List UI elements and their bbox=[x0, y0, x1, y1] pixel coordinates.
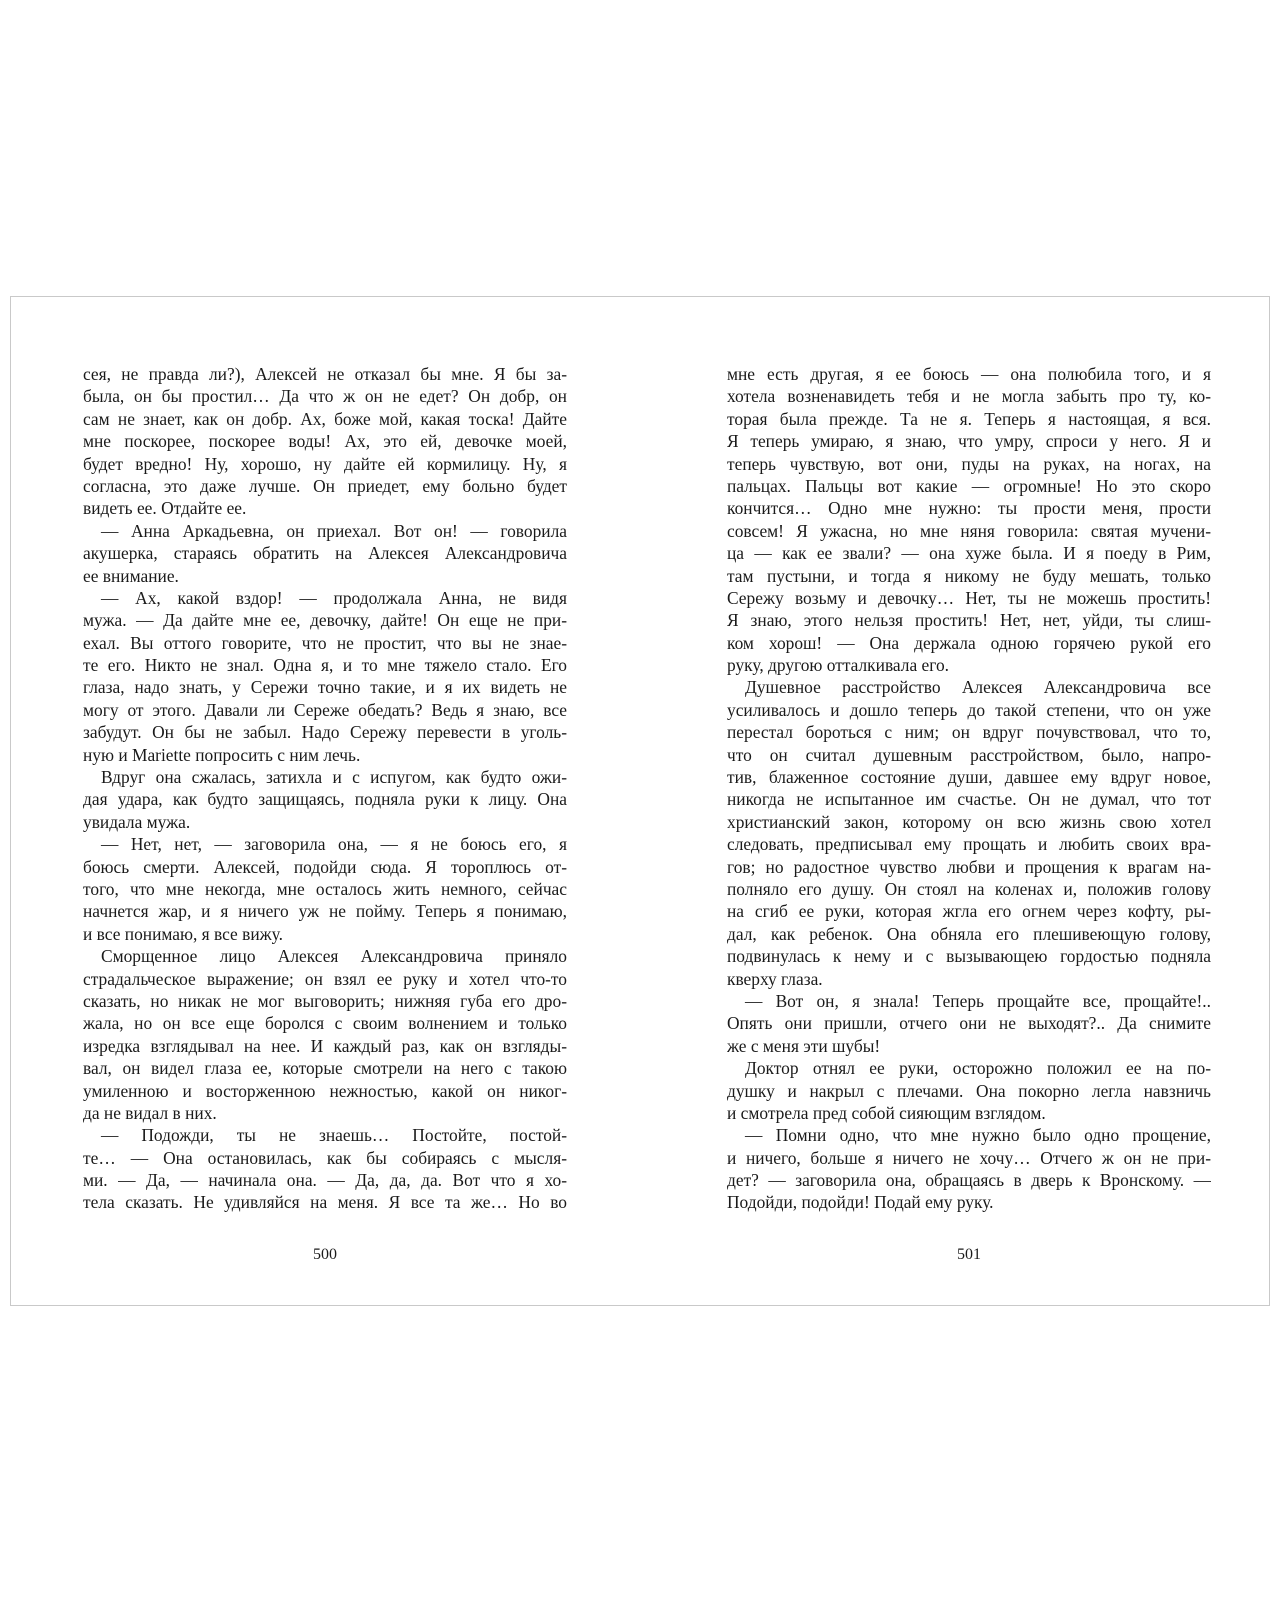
text-line: будет вредно! Ну, хорошо, ну дайте ей кормилицу. Ну, я bbox=[83, 453, 567, 474]
text-line: кверху глаза. bbox=[727, 968, 823, 989]
text-line: да не видал в них. bbox=[83, 1102, 217, 1123]
text-line: видеть ее. Отдайте ее. bbox=[83, 498, 247, 519]
text-line: что он считал душевным расстройством, было, напро- bbox=[727, 744, 1211, 765]
text-line: сея, не правда ли?), Алексей не отказал бы мне. Я бы за- bbox=[83, 364, 567, 384]
text-line: Я знаю, этого нельзя простить! Нет, нет, уйди, ты слиш- bbox=[727, 610, 1211, 631]
text-line: жала, но он все еще боролся с своим волнением и только bbox=[83, 1013, 567, 1034]
text-line: ком хорош! — Она держала одною горячею рукой его bbox=[727, 632, 1211, 653]
text-line: вал, он видел глаза ее, которые смотрели на него с такою bbox=[83, 1058, 567, 1079]
text-line: никогда не испытанное им счастье. Он не думал, что тот bbox=[727, 789, 1211, 810]
text-line: Я теперь умираю, я знаю, что умру, спроси у него. Я и bbox=[727, 431, 1211, 452]
text-line: подвинулась к нему и с вызывающею гордостью подняла bbox=[727, 946, 1211, 967]
text-line: христианский закон, которому он всю жизнь свою хотел bbox=[727, 811, 1211, 832]
text-line: ее внимание. bbox=[83, 565, 179, 586]
text-line: там пустыни, и тогда я никому не буду мешать, только bbox=[727, 565, 1211, 586]
text-line: усиливалось и дошло теперь до такой степени, что он уже bbox=[727, 699, 1211, 720]
text-line: Подойди, подойди! Подай ему руку. bbox=[727, 1192, 994, 1213]
text-line: пальцах. Пальцы вот какие — огромные! Но это скоро bbox=[727, 475, 1211, 496]
text-line: хотела возненавидеть тебя и не могла забыть про ту, ко- bbox=[727, 386, 1211, 407]
text-line: дал, как ребенок. Она обняла его плешивеющую голову, bbox=[727, 923, 1211, 944]
text-line: ехал. Вы оттого говорите, что не простит, что вы не знае- bbox=[83, 632, 567, 653]
text-line: торая была прежде. Та не я. Теперь я настоящая, я вся. bbox=[727, 408, 1211, 429]
text-line: те… — Она остановилась, как бы собираясь с мысля- bbox=[83, 1147, 567, 1168]
text-line: согласна, это даже лучше. Он приедет, ему больно будет bbox=[83, 475, 567, 496]
text-line: тела сказать. Не удивляйся на меня. Я все та же… Но во bbox=[83, 1192, 567, 1213]
text-line: — Вот он, я знала! Теперь прощайте все, прощайте!.. bbox=[745, 990, 1211, 1011]
text-line: Сережу возьму и девочку… Нет, ты не можешь простить! bbox=[727, 587, 1211, 608]
text-line: теперь чувствую, вот они, пуды на руках, на ногах, на bbox=[727, 453, 1211, 474]
text-line: была, он бы простил… Да что ж он не едет? Он добр, он bbox=[83, 386, 567, 407]
right-page-number: 501 bbox=[957, 1246, 981, 1263]
text-line: увидала мужа. bbox=[83, 811, 191, 832]
text-line: мне есть другая, я ее боюсь — она полюбила того, и я bbox=[727, 364, 1211, 384]
text-line: гов; но радостное чувство любви и прощения к врагам на- bbox=[727, 856, 1211, 877]
text-line: сказать, но никак не мог выговорить; нижняя губа его дро- bbox=[83, 990, 567, 1011]
text-line: — Анна Аркадьевна, он приехал. Вот он! — говорила bbox=[101, 520, 567, 541]
text-line: Доктор отнял ее руки, осторожно положил ее на по- bbox=[745, 1058, 1211, 1079]
left-page-number: 500 bbox=[313, 1246, 337, 1263]
text-line: боюсь смерти. Алексей, подойди сюда. Я тороплюсь от- bbox=[83, 856, 567, 877]
text-line: Опять они пришли, отчего они не выходят?.. Да снимите bbox=[727, 1013, 1211, 1034]
text-line: душку и накрыл с плечами. Она покорно легла навзничь bbox=[727, 1080, 1211, 1101]
text-line: совсем! Я ужасна, но мне няня говорила: святая мучени- bbox=[727, 520, 1211, 541]
text-line: перестал бороться с ним; он вдруг почувствовал, что то, bbox=[727, 722, 1211, 743]
text-line: дая удара, как будто защищаясь, подняла руки к лицу. Она bbox=[83, 789, 567, 810]
text-line: — Подожди, ты не знаешь… Постойте, постой- bbox=[101, 1125, 567, 1146]
text-line: забудут. Он бы не забыл. Надо Сережу перевести в уголь- bbox=[83, 722, 567, 743]
text-line: Вдруг она сжалась, затихла и с испугом, как будто ожи- bbox=[101, 767, 567, 788]
text-line: акушерка, стараясь обратить на Алексея Александровича bbox=[83, 543, 567, 564]
text-line: же с меня эти шубы! bbox=[727, 1035, 881, 1056]
text-line: изредка взглядывал на нее. И каждый раз, как он взгляды- bbox=[83, 1035, 567, 1056]
text-line: страдальческое выражение; он взял ее руку и хотел что-то bbox=[83, 968, 567, 989]
text-line: ми. — Да, — начинала она. — Да, да, да. Вот что я хо- bbox=[83, 1170, 567, 1191]
text-line: и все понимаю, я все вижу. bbox=[83, 923, 283, 944]
text-line: ца — как ее звали? — она хуже была. И я поеду в Рим, bbox=[727, 543, 1211, 564]
text-line: на сгиб ее руки, которая жгла его огнем через кофту, ры- bbox=[727, 901, 1211, 922]
text-line: те его. Никто не знал. Одна я, и то мне тяжело стало. Его bbox=[83, 655, 567, 676]
left-page-text bbox=[83, 363, 567, 1214]
text-line: мне поскорее, поскорее воды! Ах, это ей, девочке моей, bbox=[83, 431, 567, 452]
text-line: — Нет, нет, — заговорила она, — я не боюсь его, я bbox=[101, 834, 567, 855]
text-line: мужа. — Да дайте мне ее, девочку, дайте! Он еще не при- bbox=[83, 610, 567, 631]
text-line: того, что мне некогда, мне осталось жить немного, сейчас bbox=[83, 878, 567, 899]
text-line: могу от этого. Давали ли Сереже обедать? Ведь я знаю, все bbox=[83, 699, 567, 720]
text-line: полняло его душу. Он стоял на коленах и, положив голову bbox=[727, 878, 1211, 899]
text-line: — Помни одно, что мне нужно было одно прощение, bbox=[745, 1125, 1211, 1146]
text-line: тив, блаженное состояние души, давшее ему вдруг новое, bbox=[727, 767, 1211, 788]
text-line: начнется жар, и я ничего уж не пойму. Теперь я понимаю, bbox=[83, 901, 567, 922]
text-line: глаза, надо знать, у Сережи точно такие, и я их видеть не bbox=[83, 677, 567, 698]
text-line: умиленною и восторженною нежностью, какой он никог- bbox=[83, 1080, 567, 1101]
text-line: Сморщенное лицо Алексея Александровича приняло bbox=[101, 946, 567, 967]
text-line: следовать, предписывал ему прощать и любить своих вра- bbox=[727, 834, 1211, 855]
text-line: и ничего, больше я ничего не хочу… Отчего ж он не при- bbox=[727, 1147, 1211, 1168]
text-line: руку, другою отталкивала его. bbox=[727, 655, 950, 676]
text-line: — Ах, какой вздор! — продолжала Анна, не видя bbox=[101, 587, 567, 608]
text-line: дет? — заговорила она, обращаясь в дверь к Вронскому. — bbox=[727, 1170, 1211, 1191]
right-page-text bbox=[727, 363, 1211, 1214]
book-spread bbox=[10, 296, 1270, 1306]
text-line: ную и Mariette попросить с ним лечь. bbox=[83, 744, 361, 765]
text-line: кончится… Одно мне нужно: ты прости меня, прости bbox=[727, 498, 1211, 519]
text-line: и смотрела пред собой сияющим взглядом. bbox=[727, 1102, 1046, 1123]
text-line: Душевное расстройство Алексея Александровича все bbox=[745, 677, 1211, 698]
text-line: сам не знает, как он добр. Ах, боже мой, какая тоска! Дайте bbox=[83, 408, 567, 429]
